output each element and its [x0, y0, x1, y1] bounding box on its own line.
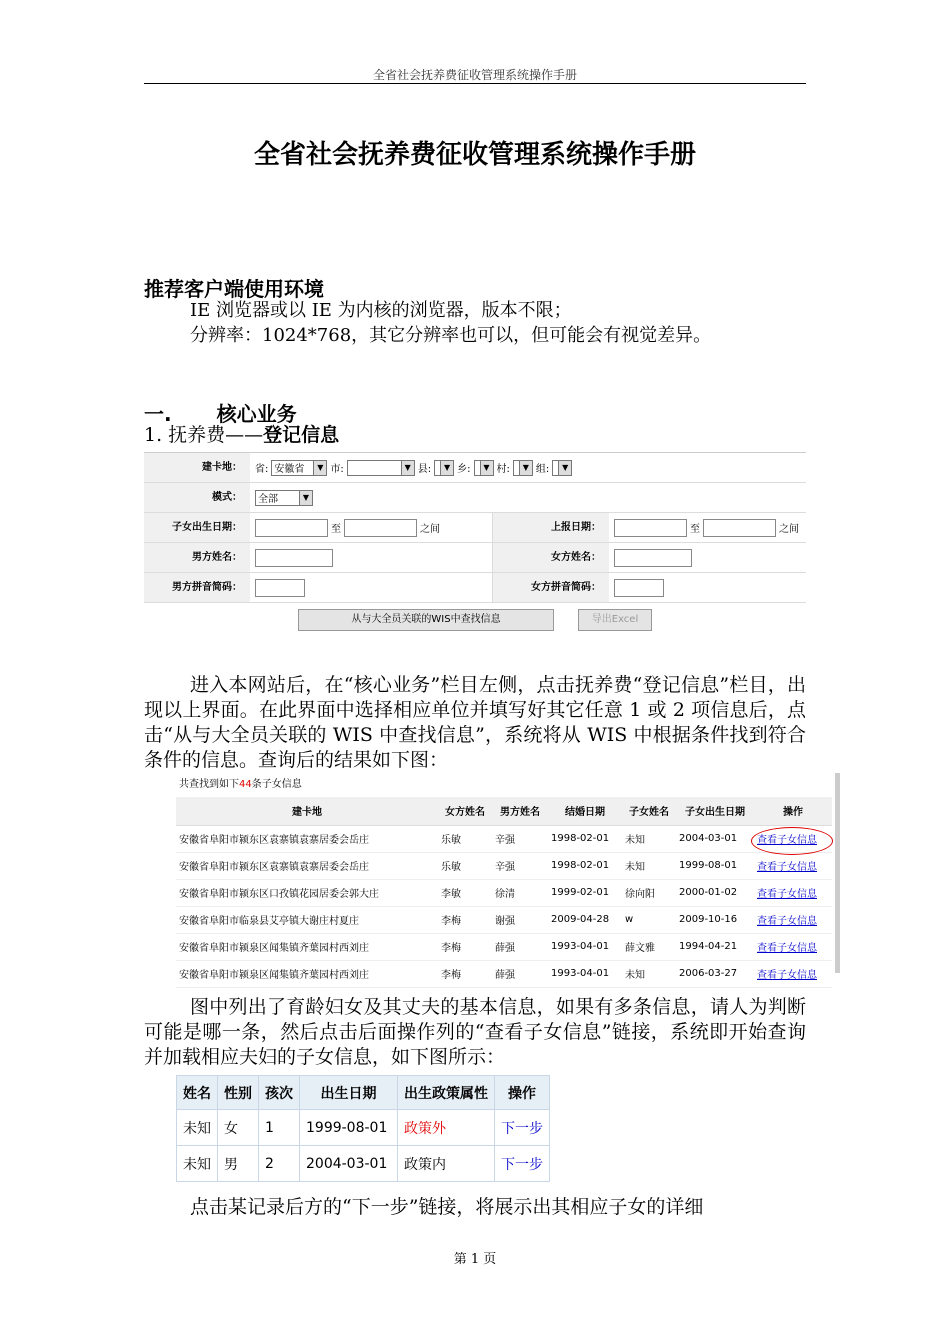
child-info-panel [176, 1075, 550, 1182]
header-rule [144, 83, 806, 84]
jianka-label: 建卡地： [144, 453, 250, 482]
cell-marriage-date: 1993-04-01 [548, 933, 622, 960]
county-select[interactable] [434, 460, 454, 476]
cell-child-name: 未知 [622, 960, 676, 987]
chevron-down-icon: ▼ [313, 461, 326, 475]
cell-marriage-date: 1999-02-01 [548, 879, 622, 906]
cell-male-name: 辛强 [492, 825, 548, 852]
form-row-mode [144, 483, 806, 513]
mode-label: 模式： [144, 483, 250, 512]
cell-marriage-date: 2009-04-28 [548, 906, 622, 933]
cell-child-birth: 2000-01-02 [676, 879, 754, 906]
child-header-row [177, 1076, 550, 1110]
subsection-bold: 登记信息 [263, 424, 340, 446]
cell-child-birth: 1999-08-01 [676, 852, 754, 879]
view-children-link[interactable]: 查看子女信息 [754, 825, 832, 852]
cell-location: 安徽省阜阳市颍泉区闻集镇齐葉园村西刘庄 [176, 933, 438, 960]
birth-to-input[interactable] [344, 519, 417, 537]
col-policy: 出生政策属性 [398, 1076, 495, 1110]
cell-marriage-date: 1998-02-01 [548, 825, 622, 852]
province-value: 安徽省 [274, 464, 305, 475]
env-heading: 推荐客户端使用环境 [144, 277, 324, 301]
table-row [176, 852, 832, 879]
table-row [177, 1146, 550, 1182]
view-children-link[interactable]: 查看子女信息 [754, 879, 832, 906]
col-child-name: 子女姓名 [622, 797, 676, 825]
village-select[interactable] [513, 460, 533, 476]
cell-female-name: 李梅 [438, 906, 492, 933]
report-to-input[interactable] [703, 519, 776, 537]
township-select[interactable] [474, 460, 494, 476]
table-row [176, 933, 832, 960]
cell-child-name: 薛文雅 [622, 933, 676, 960]
cell-gender: 男 [218, 1146, 259, 1182]
cell-child-name: 未知 [622, 852, 676, 879]
subsection-prefix: 1. 抚养费—— [144, 424, 264, 446]
col-jianka: 建卡地 [176, 797, 438, 825]
cell-female-name: 乐敏 [438, 852, 492, 879]
summary-pre: 共查找到如下 [179, 779, 239, 790]
form-row-names [144, 543, 806, 573]
cell-child-birth: 2006-03-27 [676, 960, 754, 987]
section-title: 核心业务 [216, 402, 297, 426]
cell-marriage-date: 1998-02-01 [548, 852, 622, 879]
chevron-down-icon: ▼ [440, 461, 453, 475]
chevron-down-icon: ▼ [401, 461, 414, 475]
report-from-input[interactable] [614, 519, 687, 537]
cell-policy: 政策外 [398, 1110, 495, 1146]
cell-birth-order: 2 [259, 1146, 300, 1182]
cell-child-birth: 1994-04-21 [676, 933, 754, 960]
cell-female-name: 李梅 [438, 960, 492, 987]
cell-female-name: 乐敏 [438, 825, 492, 852]
cell-child-name: w [622, 906, 676, 933]
registration-search-form [144, 452, 806, 637]
paragraph-3: 点击某记录后方的“下一步”链接，将展示出其相应子女的详细 [190, 1196, 704, 1218]
page-number: 第 1 页 [453, 1252, 497, 1267]
cell-location: 安徽省阜阳市颍泉区闻集镇齐葉园村西刘庄 [176, 960, 438, 987]
table-row [176, 825, 832, 852]
cell-location: 安徽省阜阳市颍东区袁寨镇袁寨居委会岳庄 [176, 852, 438, 879]
cell-child-birth: 2009-10-16 [676, 906, 754, 933]
col-male-name: 男方姓名 [492, 797, 548, 825]
female-name-label: 女方姓名： [493, 543, 609, 572]
cell-male-name: 薛强 [492, 960, 548, 987]
child-info-table [176, 1075, 550, 1182]
subsection-heading [144, 423, 339, 448]
cell-birth-date: 1999-08-01 [300, 1110, 398, 1146]
group-select[interactable] [552, 460, 572, 476]
col-operation: 操作 [754, 797, 832, 825]
cell-female-name: 李敏 [438, 879, 492, 906]
cell-male-name: 辛强 [492, 852, 548, 879]
village-label: 村: [496, 464, 510, 475]
col-female-name: 女方姓名 [438, 797, 492, 825]
results-table [176, 797, 832, 988]
county-label: 县: [417, 464, 432, 475]
province-label: 省: [255, 464, 269, 475]
to-label: 至 [690, 524, 700, 535]
view-children-link[interactable]: 查看子女信息 [754, 852, 832, 879]
cell-name: 未知 [177, 1110, 218, 1146]
cell-location: 安徽省阜阳市颍东区口孜镇花园居委会郭大庄 [176, 879, 438, 906]
search-wis-button[interactable]: 从与大全员关联的WIS中查找信息 [298, 609, 554, 631]
cell-male-name: 谢强 [492, 906, 548, 933]
chevron-down-icon: ▼ [558, 461, 571, 475]
col-operation: 操作 [495, 1076, 550, 1110]
female-name-input[interactable] [614, 549, 692, 567]
cell-child-name: 徐向阳 [622, 879, 676, 906]
chevron-down-icon: ▼ [519, 461, 532, 475]
cell-policy: 政策内 [398, 1146, 495, 1182]
next-step-link[interactable]: 下一步 [495, 1146, 550, 1182]
search-results-panel [176, 773, 840, 981]
table-row [176, 906, 832, 933]
cell-location: 安徽省阜阳市颍东区袁寨镇袁寨居委会岳庄 [176, 825, 438, 852]
col-birth-order: 孩次 [259, 1076, 300, 1110]
male-pinyin-input[interactable] [255, 579, 305, 597]
export-excel-button[interactable]: 导出Excel [578, 609, 652, 631]
highlight-circle [751, 827, 833, 855]
female-pinyin-input[interactable] [614, 579, 664, 597]
col-birth-date: 出生日期 [300, 1076, 398, 1110]
cell-name: 未知 [177, 1146, 218, 1182]
cell-gender: 女 [218, 1110, 259, 1146]
view-children-link[interactable]: 查看子女信息 [754, 906, 832, 933]
township-label: 乡: [457, 464, 471, 475]
cell-male-name: 徐清 [492, 879, 548, 906]
to-label: 至 [331, 524, 341, 535]
child-birth-label: 子女出生日期： [144, 513, 250, 542]
between-label: 之间 [779, 524, 799, 535]
table-row [176, 879, 832, 906]
male-pinyin-label: 男方拼音简码： [144, 573, 250, 602]
table-row [177, 1110, 550, 1146]
col-name: 姓名 [177, 1076, 218, 1110]
col-child-birth: 子女出生日期 [676, 797, 754, 825]
city-label: 市: [330, 464, 344, 475]
results-header-row [176, 797, 832, 825]
form-buttons [144, 603, 806, 631]
female-pinyin-label: 女方拼音简码： [493, 573, 609, 602]
paragraph-2: 图中列出了育龄妇女及其丈夫的基本信息，如果有多条信息，请人为判断可能是哪一条，然后点击后面操作列的“查看子女信息”链接，系统即开始查询并加载相应夫妇的子女信息，如下图所示： [144, 996, 806, 1068]
paragraph-1: 进入本网站后，在“核心业务”栏目左侧，点击抚养费“登记信息”栏目，出现以上界面。在此界面中选择相应单位并填写好其它任意 1 或 2 项信息后，点击“从与大全员关联的 WIS 中查找信息”，系统将从 WIS 中根据条件找到符合条件的信息。查询后的结果如下图： [144, 674, 806, 771]
chevron-down-icon: ▼ [480, 461, 493, 475]
mode-value: 全部 [258, 494, 278, 505]
city-select[interactable] [347, 460, 415, 476]
male-name-input[interactable] [255, 549, 333, 567]
form-row-dates [144, 513, 806, 543]
cell-birth-order: 1 [259, 1110, 300, 1146]
birth-from-input[interactable] [255, 519, 328, 537]
document-title: 全省社会抚养费征收管理系统操作手册 [253, 140, 696, 170]
col-gender: 性别 [218, 1076, 259, 1110]
between-label: 之间 [420, 524, 440, 535]
mode-select[interactable] [255, 490, 313, 506]
cell-female-name: 李梅 [438, 933, 492, 960]
cell-birth-date: 2004-03-01 [300, 1146, 398, 1182]
chevron-down-icon: ▼ [299, 491, 312, 505]
form-row-pinyin [144, 573, 806, 603]
env-line-2: 分辨率：1024*768，其它分辨率也可以，但可能会有视觉差异。 [190, 325, 712, 346]
cell-child-birth: 2004-03-01 [676, 825, 754, 852]
view-children-link[interactable]: 查看子女信息 [754, 960, 832, 987]
cell-marriage-date: 1993-04-01 [548, 960, 622, 987]
next-step-link[interactable]: 下一步 [495, 1110, 550, 1146]
view-children-link[interactable]: 查看子女信息 [754, 933, 832, 960]
running-header: 全省社会抚养费征收管理系统操作手册 [372, 68, 577, 82]
env-line-1: IE 浏览器或以 IE 为内核的浏览器，版本不限； [190, 300, 572, 321]
cell-child-name: 未知 [622, 825, 676, 852]
results-summary [176, 773, 835, 797]
province-select[interactable] [271, 460, 327, 476]
cell-location: 安徽省阜阳市临泉县艾亭镇大谢庄村夏庄 [176, 906, 438, 933]
group-label: 组: [535, 464, 550, 475]
summary-post: 条子女信息 [251, 779, 302, 790]
form-row-location [144, 453, 806, 483]
report-date-label: 上报日期： [493, 513, 609, 542]
cell-male-name: 薛强 [492, 933, 548, 960]
male-name-label: 男方姓名： [144, 543, 250, 572]
table-row [176, 960, 832, 987]
col-marriage-date: 结婚日期 [548, 797, 622, 825]
result-count: 44 [239, 779, 252, 790]
section-number: 一. [144, 402, 172, 426]
